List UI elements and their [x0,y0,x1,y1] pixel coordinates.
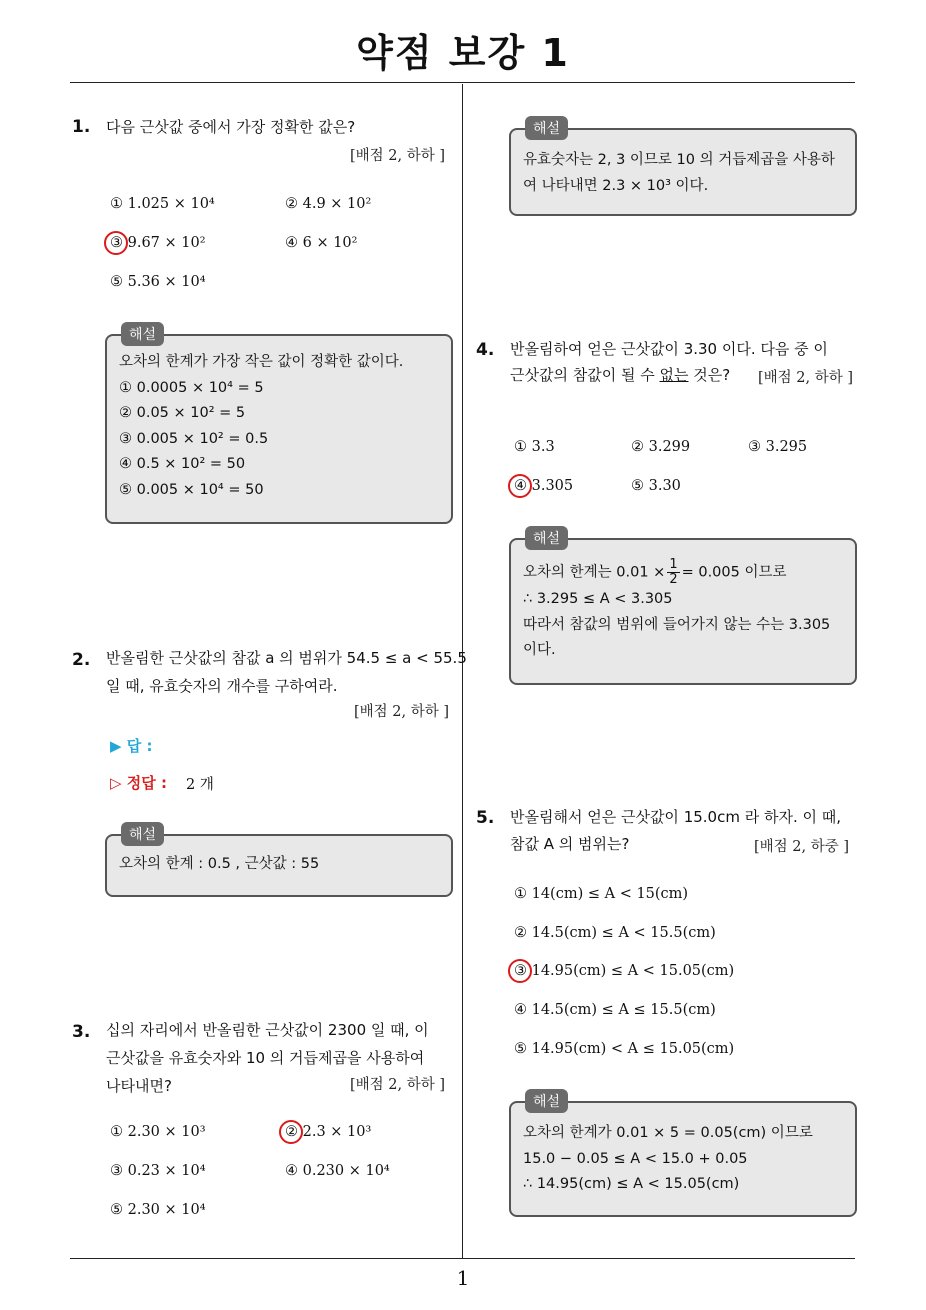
q1-option-5[interactable]: ⑤ 5.36 × 10⁴ [110,274,206,290]
explanation-body [523,1121,847,1198]
explanation-line: ⑤ 0.005 × 10⁴ = 50 [119,481,264,498]
q3-option-2[interactable]: ② 2.3 × 10³ [285,1124,372,1140]
explanation-line: ③ 0.005 × 10² = 0.5 [119,430,269,447]
q1-option-2[interactable]: ② 4.9 × 10² [285,196,372,212]
explanation-line: ④ 0.5 × 10² = 50 [119,456,246,472]
q5-option-5[interactable]: ⑤ 14.95(cm) < A ≤ 15.05(cm) [514,1041,735,1057]
question-3-text-2: 근삿값을 유효숫자와 10 의 거듭제곱을 사용하여 [106,1049,425,1067]
question-1-number: 1. [72,117,91,137]
q5-option-3[interactable]: ③ 14.95(cm) ≤ A < 15.05(cm) [514,963,735,979]
page-title: 약점 보강 1 [356,31,570,75]
question-3-text-1: 십의 자리에서 반올림한 근삿값이 2300 일 때, 이 [106,1021,429,1039]
question-3-text-3: 나타내면? [106,1077,172,1095]
explanation-line: ① 0.0005 × 10⁴ = 5 [119,379,264,396]
question-4-text-part: 근삿값의 참값이 될 수 [510,366,660,384]
question-1-text: 다음 근삿값 중에서 가장 정확한 값은? [106,118,356,136]
fraction-denominator: 2 [669,572,678,587]
question-5-text-1: 반올림해서 얻은 근삿값이 15.0cm 라 하자. 이 때, [510,808,842,826]
explanation-line: 15.0 − 0.05 ≤ A < 15.0 + 0.05 [523,1150,748,1167]
q4-selected-circle [508,474,532,498]
q4-option-4[interactable]: ④ 3.305 [514,478,574,494]
explanation-body [523,558,847,664]
explanation-box-1 [105,327,453,524]
question-2-score: [배점 2, 하하 ] [354,704,450,720]
question-5-score: [배점 2, 하중 ] [754,839,850,855]
explanation-tag: 해설 [525,116,568,140]
explanation-box-3 [509,121,857,216]
explanation-line: 오차의 한계 : 0.5 , 근삿값 : 55 [119,856,320,872]
question-4-text-1: 반올림하여 얻은 근삿값이 3.30 이다. 다음 중 이 [510,340,828,358]
q5-option-1[interactable]: ① 14(cm) ≤ A < 15(cm) [514,886,689,902]
question-5-number: 5. [476,808,495,828]
q5-option-4[interactable]: ④ 14.5(cm) ≤ A ≤ 15.5(cm) [514,1002,716,1018]
question-2-text-1: 반올림한 근삿값의 참값 a 의 범위가 54.5 ≤ a < 55.5 [106,649,467,667]
explanation-box-5 [509,1094,857,1217]
explanation-box-2 [105,827,453,897]
question-3-number: 3. [72,1022,91,1042]
explanation-body [119,350,443,503]
bottom-rule [70,1258,855,1259]
explanation-line: 오차의 한계가 0.01 × 5 = 0.05(cm) 이므로 [523,1125,813,1141]
explanation-line: 이다. [523,642,556,658]
q1-selected-circle [104,231,128,255]
explanation-box-4 [509,531,857,685]
explanation-text: = 0.005 이므로 [681,564,787,581]
explanation-line: ∴ 3.295 ≤ A < 3.305 [523,591,673,607]
explanation-line: 오차의 한계가 가장 작은 값이 정확한 값이다. [119,354,404,370]
question-2-text-2: 일 때, 유효숫자의 개수를 구하여라. [106,677,338,695]
question-4-text-part: 것은? [688,366,731,384]
explanation-line: 유효숫자는 2, 3 이므로 10 의 거듭제곱을 사용하 [523,152,835,168]
q1-option-1[interactable]: ① 1.025 × 10⁴ [110,196,215,212]
question-4-text-2 [510,361,730,389]
explanation-line: 여 나타내면 2.3 × 10³ 이다. [523,177,709,194]
question-4-score: [배점 2, 하하 ] [758,370,854,386]
question-4-underlined-word: 없는 [659,366,689,384]
explanation-body [119,852,443,878]
question-2-number: 2. [72,650,91,670]
explanation-tag: 해설 [525,1089,568,1113]
explanation-tag: 해설 [121,822,164,846]
explanation-line: ∴ 14.95(cm) ≤ A < 15.05(cm) [523,1176,740,1192]
q3-option-5[interactable]: ⑤ 2.30 × 10⁴ [110,1202,206,1218]
answer-input-label[interactable]: ▶ 답 : [110,737,153,755]
page-number: 1 [456,1266,470,1290]
explanation-tag: 해설 [121,322,164,346]
explanation-line: 따라서 참값의 범위에 들어가지 않는 수는 3.305 [523,616,831,633]
explanation-line [523,558,847,587]
q4-option-1[interactable]: ① 3.3 [514,439,555,455]
explanation-line: ② 0.05 × 10² = 5 [119,405,246,421]
q3-option-1[interactable]: ① 2.30 × 10³ [110,1124,206,1140]
correct-answer-value: 2 개 [186,777,214,793]
q3-option-3[interactable]: ③ 0.23 × 10⁴ [110,1163,206,1179]
q1-option-4[interactable]: ④ 6 × 10² [285,235,358,251]
fraction-numerator: 1 [669,557,678,572]
explanation-body [523,148,847,199]
q5-selected-circle [508,959,532,983]
explanation-text: 오차의 한계는 0.01 × [523,564,666,581]
q4-option-3[interactable]: ③ 3.295 [748,439,808,455]
q1-option-3[interactable]: ③ 9.67 × 10² [110,235,206,251]
q4-option-5[interactable]: ⑤ 3.30 [631,478,681,494]
q3-selected-circle [279,1120,303,1144]
question-4-number: 4. [476,340,495,360]
question-5-text-2: 참값 A 의 범위는? [510,835,630,853]
q5-option-2[interactable]: ② 14.5(cm) ≤ A < 15.5(cm) [514,925,716,941]
explanation-tag: 해설 [525,526,568,550]
fraction [667,558,679,587]
q3-option-4[interactable]: ④ 0.230 × 10⁴ [285,1163,390,1179]
q4-option-2[interactable]: ② 3.299 [631,439,691,455]
question-1-score: [배점 2, 하하 ] [350,148,446,164]
question-3-score: [배점 2, 하하 ] [350,1077,446,1093]
correct-answer-label: ▷ 정답 : [110,774,167,792]
top-rule [70,82,855,83]
